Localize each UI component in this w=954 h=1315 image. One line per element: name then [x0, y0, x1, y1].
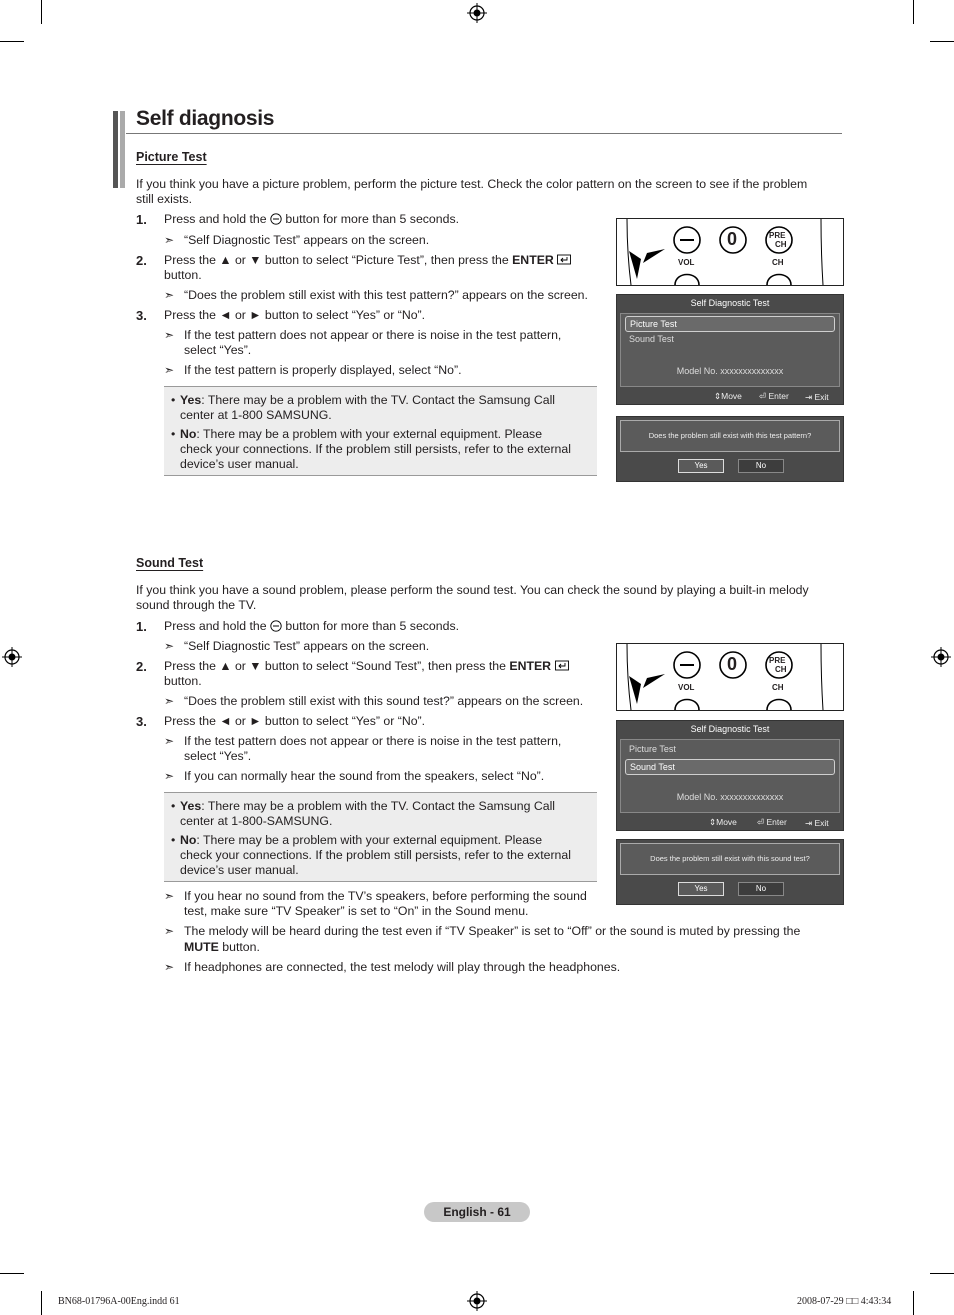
- note-arrow-icon: ➣: [164, 924, 175, 938]
- remote-illustration: [616, 643, 844, 711]
- note-arrow-icon: ➣: [164, 328, 175, 342]
- yes-result: [180, 799, 555, 814]
- crop-mark: [0, 41, 24, 42]
- result-text: : There may be a problem with the TV. Contact the Samsung Call: [201, 393, 556, 407]
- enter-label: ENTER: [509, 659, 552, 673]
- registration-mark-icon: [931, 647, 951, 667]
- menu-item-sound-test[interactable]: Sound Test: [629, 334, 674, 344]
- step-text: Press and hold the: [164, 212, 267, 226]
- picture-intro-line: still exists.: [136, 192, 193, 206]
- ch-label: CH: [772, 683, 784, 692]
- self-diagnostic-menu: [616, 294, 844, 405]
- crop-mark: [0, 1273, 24, 1274]
- pre-key-label: PRE: [769, 231, 786, 240]
- page-title: Self diagnosis: [136, 107, 275, 130]
- result-text: check your connections. If the problem still persists, refer to the external: [180, 848, 571, 862]
- osd-panel: [620, 739, 840, 813]
- picture-step-2-cont: button.: [164, 268, 202, 282]
- yes-result: [180, 393, 555, 408]
- remote-illustration: [616, 218, 844, 286]
- date-slug: 2008-07-29 □□ 4:43:34: [797, 1296, 892, 1307]
- sound-step-1-note: “Self Diagnostic Test” appears on the screen.: [184, 639, 430, 653]
- no-button[interactable]: No: [738, 459, 784, 473]
- dialog-question: Does the problem still exist with this test pattern?: [620, 420, 840, 452]
- sound-step-3-note-1: If the test pattern does not appear or there is noise in the test pattern,: [184, 734, 562, 748]
- enter-label: Enter: [768, 391, 789, 401]
- sound-test-heading: Sound Test: [136, 556, 204, 570]
- osd-enter-hint: [757, 817, 787, 828]
- note-text: button.: [222, 940, 260, 954]
- osd-title: Self Diagnostic Test: [690, 298, 770, 308]
- title-rule: [126, 133, 842, 134]
- crop-mark: [41, 0, 42, 24]
- osd-move-hint: [714, 391, 742, 402]
- sound-step-2-cont: button.: [164, 674, 202, 688]
- note-arrow-icon: ➣: [164, 363, 175, 377]
- osd-move-hint: [709, 817, 737, 828]
- zero-key-label: 0: [727, 654, 738, 674]
- vol-label: VOL: [678, 258, 695, 267]
- exit-icon: ⇥: [805, 818, 813, 828]
- enter-icon: [555, 660, 569, 671]
- self-diagnostic-menu: [616, 720, 844, 831]
- result-text: device’s user manual.: [180, 863, 299, 877]
- mute-label: MUTE: [184, 940, 219, 954]
- step-text: button for more than 5 seconds.: [285, 212, 460, 226]
- section-bar: [113, 111, 118, 188]
- sound-step-3-note-2: If you can normally hear the sound from the speakers, select “No”.: [184, 769, 545, 783]
- osd-exit-hint: [805, 392, 829, 403]
- zero-key-label: 0: [727, 229, 738, 249]
- picture-test-heading: Picture Test: [136, 150, 207, 164]
- step-number: 3.: [136, 308, 147, 323]
- picture-step-1: [164, 212, 459, 227]
- menu-item-picture-test[interactable]: Picture Test: [629, 744, 676, 754]
- enter-icon: ⏎: [759, 391, 767, 401]
- result-text: center at 1-800-SAMSUNG.: [180, 814, 333, 828]
- picture-step-3-note-2: If the test pattern is properly displayed, select “No”.: [184, 363, 462, 377]
- note-arrow-icon: ➣: [164, 734, 175, 748]
- note-arrow-icon: ➣: [164, 889, 175, 903]
- no-label: No: [180, 833, 197, 847]
- menu-item-sound-test[interactable]: Sound Test: [625, 759, 835, 775]
- step-text: Press and hold the: [164, 619, 267, 633]
- enter-icon: ⏎: [757, 817, 765, 827]
- exit-label: Exit: [814, 818, 829, 828]
- pre-ch-key-label: CH: [775, 240, 787, 249]
- sound-intro-line: sound through the TV.: [136, 598, 257, 612]
- note-arrow-icon: ➣: [164, 233, 175, 247]
- file-slug: BN68-01796A-00Eng.indd 61: [58, 1296, 180, 1307]
- picture-step-3-note-1: select “Yes”.: [184, 343, 252, 357]
- note-arrow-icon: ➣: [164, 639, 175, 653]
- step-number: 1.: [136, 212, 147, 227]
- sound-extra-note-2-cont: [184, 940, 260, 955]
- step-text: button for more than 5 seconds.: [285, 619, 460, 633]
- sound-extra-note-1: If you hear no sound from the TV’s speakers, before performing the sound: [184, 889, 587, 903]
- sound-extra-note-3: If headphones are connected, the test melody will play through the headphones.: [184, 960, 621, 974]
- bullet: •: [171, 427, 176, 441]
- sound-step-3-note-1: select “Yes”.: [184, 749, 252, 763]
- confirm-dialog: [616, 416, 844, 482]
- no-result: [180, 833, 542, 848]
- bullet: •: [171, 833, 176, 847]
- result-text: : There may be a problem with the TV. Contact the Samsung Call: [201, 799, 556, 813]
- crop-mark: [930, 1273, 954, 1274]
- sound-step-2: [164, 659, 569, 674]
- pre-key-label: PRE: [769, 656, 786, 665]
- result-text: : There may be a problem with your external equipment. Please: [196, 427, 543, 441]
- sound-extra-note-2: The melody will be heard during the test even if “TV Speaker” is set to “Off” or the sound is muted by pressing the: [184, 924, 801, 938]
- note-arrow-icon: ➣: [164, 769, 175, 783]
- picture-step-3: Press the ◄ or ► button to select “Yes” or “No”.: [164, 308, 426, 322]
- note-arrow-icon: ➣: [164, 960, 175, 974]
- osd-panel: [620, 313, 840, 387]
- note-arrow-icon: ➣: [164, 288, 175, 302]
- menu-item-picture-test[interactable]: Picture Test: [625, 316, 835, 332]
- minus-button-icon: [270, 213, 282, 225]
- result-text: : There may be a problem with your external equipment. Please: [196, 833, 543, 847]
- picture-result-box: [164, 386, 597, 476]
- osd-exit-hint: [805, 818, 829, 829]
- picture-step-2: [164, 253, 571, 268]
- bullet: •: [171, 393, 176, 407]
- enter-icon: [557, 254, 571, 265]
- sound-result-box: [164, 792, 597, 882]
- crop-mark: [41, 1291, 42, 1315]
- sound-extra-note-1: test, make sure “TV Speaker” is set to “On” in the Sound menu.: [184, 904, 529, 918]
- yes-label: Yes: [180, 393, 202, 407]
- move-label: Move: [721, 391, 742, 401]
- no-label: No: [180, 427, 197, 441]
- result-text: check your connections. If the problem still persists, refer to the external: [180, 442, 571, 456]
- sound-step-1: [164, 619, 459, 634]
- pre-ch-key-label: CH: [775, 665, 787, 674]
- osd-enter-hint: [759, 391, 789, 402]
- yes-label: Yes: [180, 799, 202, 813]
- vol-label: VOL: [678, 683, 695, 692]
- step-text: Press the ▲ or ▼ button to select “Picture Test”, then press the: [164, 253, 509, 267]
- result-text: center at 1-800 SAMSUNG.: [180, 408, 332, 422]
- move-label: Move: [716, 817, 737, 827]
- step-number: 2.: [136, 253, 147, 268]
- no-button[interactable]: No: [738, 882, 784, 896]
- bullet: •: [171, 799, 176, 813]
- no-result: [180, 427, 542, 442]
- registration-mark-icon: [2, 647, 22, 667]
- picture-step-3-note-1: If the test pattern does not appear or there is noise in the test pattern,: [184, 328, 562, 342]
- exit-icon: ⇥: [805, 392, 813, 402]
- sound-step-2-note: “Does the problem still exist with this sound test?” appears on the screen.: [184, 694, 584, 708]
- picture-intro-line: If you think you have a picture problem, perform the picture test. Check the color pattern on the screen to see if the problem: [136, 177, 808, 191]
- yes-button[interactable]: Yes: [678, 459, 724, 473]
- crop-mark: [913, 1291, 914, 1315]
- step-number: 1.: [136, 619, 147, 634]
- sound-intro-line: If you think you have a sound problem, please perform the sound test. You can check the sound by playing a built-in melody: [136, 583, 809, 597]
- yes-button[interactable]: Yes: [678, 882, 724, 896]
- dialog-question: Does the problem still exist with this sound test?: [620, 843, 840, 875]
- model-number: Model No. xxxxxxxxxxxxxx: [676, 792, 784, 802]
- enter-label: Enter: [766, 817, 787, 827]
- note-arrow-icon: ➣: [164, 694, 175, 708]
- step-number: 3.: [136, 714, 147, 729]
- enter-label: ENTER: [512, 253, 554, 267]
- picture-step-2-note: “Does the problem still exist with this test pattern?” appears on the screen.: [184, 288, 588, 302]
- crop-mark: [930, 41, 954, 42]
- minus-button-icon: [270, 620, 282, 632]
- registration-mark-icon: [467, 1291, 487, 1311]
- confirm-dialog: [616, 839, 844, 905]
- osd-title: Self Diagnostic Test: [690, 724, 770, 734]
- crop-mark: [913, 0, 914, 24]
- updown-icon: ⇕: [709, 817, 717, 827]
- step-text: Press the ▲ or ▼ button to select “Sound Test”, then press the: [164, 659, 506, 673]
- picture-step-1-note: “Self Diagnostic Test” appears on the screen.: [184, 233, 430, 247]
- registration-mark-icon: [467, 3, 487, 23]
- model-number: Model No. xxxxxxxxxxxxxx: [676, 366, 784, 376]
- updown-icon: ⇕: [714, 391, 722, 401]
- page-number-badge: English - 61: [424, 1202, 530, 1222]
- result-text: device’s user manual.: [180, 457, 299, 471]
- exit-label: Exit: [814, 392, 829, 402]
- ch-label: CH: [772, 258, 784, 267]
- step-number: 2.: [136, 659, 147, 674]
- sound-step-3: Press the ◄ or ► button to select “Yes” or “No”.: [164, 714, 426, 728]
- section-bar-light: [120, 111, 125, 188]
